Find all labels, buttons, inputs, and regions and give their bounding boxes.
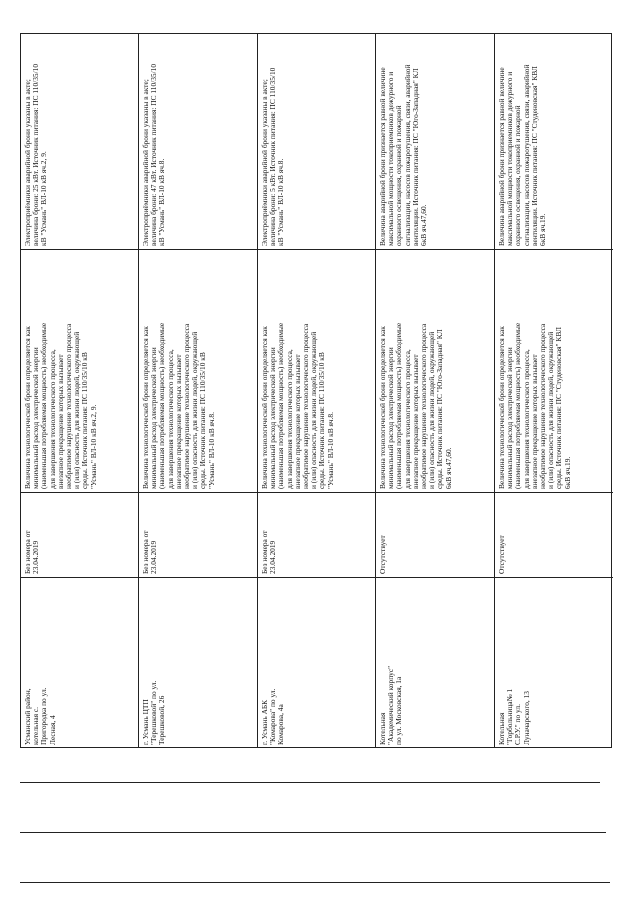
table-row (376, 34, 494, 747)
emergency-reserve-cell (376, 34, 493, 250)
object-cell-text: Усманский район, котельная с. Пригородка по ул. Лесная, 4 (23, 687, 57, 745)
tech-reserve-cell-text: Величина технологической брони определяется как минимальный расход электрической энергии (наименьшая потребляемая мощность) необходимые для завершения технологического процесса, внезапное прекращение которых вызывает необратимое нарушение технологического процесса и (или) опасность для жизни людей, окружающей среды. Источник питания: ПС 110/35/10 кВ "Усмань" ВЛ-10 кВ яч.8. (141, 322, 217, 489)
tech-reserve-cell-text: Величина технологической брони определяется как минимальный расход электрической энергии (наименьшая потребляемая мощность) необходимые для завершения технологического процесса, внезапное прекращение которых вызывает необратимое нарушение технологического процесса и (или) опасность для жизни людей, окружающей среды. Источник питания: ПС 110/35/10 кВ "Усмань" ВЛ-10 кВ яч.2, 9. (23, 322, 98, 489)
horizontal-rule (20, 882, 610, 883)
table-row (21, 34, 139, 747)
emergency-reserve-cell (21, 34, 138, 250)
table-row (139, 34, 257, 747)
act-cell (495, 493, 613, 578)
tech-reserve-cell-text: Величина технологической брони определяется как минимальный расход электрической энергии (наименьшая потребляемая мощность) необходимые для завершения технологического процесса, внезапное прекращение которых вызывает необратимое нарушение технологического процесса и (или) опасность для жизни людей, окружающей среды. Источник питания: ПС 110/35/10 кВ "Усмань" ВЛ-10 кВ яч.8. (259, 322, 335, 489)
emergency-reserve-cell-text: Величина аварийной брони признается равной величине максимальной мощности токоприемников дежурного и охранного освещения, охранной и пожарной сигнализации, насосов пожаротушения, связи, аварийной вентиляции. Источник питания: ПС "Юго-Западная" КЛ 6кВ яч.47,60. (378, 64, 429, 246)
act-cell-text: Без номера от 23.04.2019 (141, 530, 159, 574)
horizontal-rule (20, 782, 600, 783)
object-cell-text: г. Усмань АБК "Комарова" по ул. Комарова, 4а (259, 688, 286, 745)
tech-reserve-cell (495, 250, 613, 493)
act-cell (21, 493, 138, 578)
act-cell-text: Отсутствует (378, 535, 388, 574)
act-cell-text: Отсутствует (496, 535, 506, 574)
tech-reserve-cell (139, 250, 256, 493)
emergency-reserve-cell-text: Электроприёмники аварийной брони указаны в акте; величина брони: 47 кВт. Источник питания: ПС 110/35/10 кВ "Усмань" ВЛ-10 кВ яч.8. (141, 63, 167, 246)
object-cell (21, 578, 138, 749)
object-cell-text: Котельная "Горбольница№ 1 С.Р.У." по ул. Луначарского, 13 (496, 688, 531, 745)
object-cell (495, 578, 613, 749)
object-cell (139, 578, 256, 749)
reservation-table (20, 33, 612, 748)
tech-reserve-cell-text: Величина технологической брони определяется как минимальный расход электрической энергии (наименьшая потребляемая мощность) необходимые для завершения технологического процесса, внезапное прекращение которых вызывает необратимое нарушение технологического процесса и (или) опасность для жизни людей, окружающей среды. Источник питания: ПС "Юго-Западная" КЛ 6кВ яч.47,60. (378, 322, 453, 489)
emergency-reserve-cell-text: Величина аварийной брони признается равной величине максимальной мощности токоприемников дежурного и охранного освещения, охранной и пожарной сигнализации, насосов пожаротушения, связи, аварийной вентиляции. Источник питания: ПС "Студеновская" КВЛ 6кВ яч.19. (496, 64, 547, 246)
tech-reserve-cell (258, 250, 375, 493)
table-row (258, 34, 376, 747)
object-cell-text: г. Усмань ЦТП "Терешковой" по ул. Терешковой, 26 (141, 680, 167, 745)
object-cell (258, 578, 375, 749)
emergency-reserve-cell (258, 34, 375, 250)
emergency-reserve-cell-text: Электроприёмники аварийной брони указаны в акте; величина брони: 25 кВт. Источник питания: ПС 110/35/10 кВ "Усмань" ВЛ-10 кВ яч.2, 9. (23, 63, 49, 246)
emergency-reserve-cell (139, 34, 256, 250)
emergency-reserve-cell-text: Электроприёмники аварийной брони указаны в акте; величина брони: 5 кВт. Источник питания: ПС 110/35/10 кВ "Усмань" ВЛ-10 кВ яч.8. (259, 67, 286, 246)
horizontal-rule (20, 832, 606, 833)
tech-reserve-cell-text: Величина технологической брони определяется как минимальный расход электрической энергии (наименьшая потребляемая мощность) необходимые для завершения технологического процесса, внезапное прекращение которых вызывает необратимое нарушение технологического процесса и (или) опасность для жизни людей, окружающей среды. Источник питания: ПС "Студеновская" КВЛ 6кВ яч.19. (496, 322, 572, 489)
object-cell (376, 578, 493, 749)
table-row (495, 34, 613, 747)
act-cell (139, 493, 256, 578)
tech-reserve-cell (376, 250, 493, 493)
act-cell-text: Без номера от 23.04.2019 (23, 530, 41, 574)
act-cell-text: Без номера от 23.04.2019 (259, 530, 277, 574)
tech-reserve-cell (21, 250, 138, 493)
act-cell (258, 493, 375, 578)
act-cell (376, 493, 493, 578)
emergency-reserve-cell (495, 34, 613, 250)
object-cell-text: Котельная "Академический корпус" по ул. Московская, 1а (378, 665, 404, 745)
